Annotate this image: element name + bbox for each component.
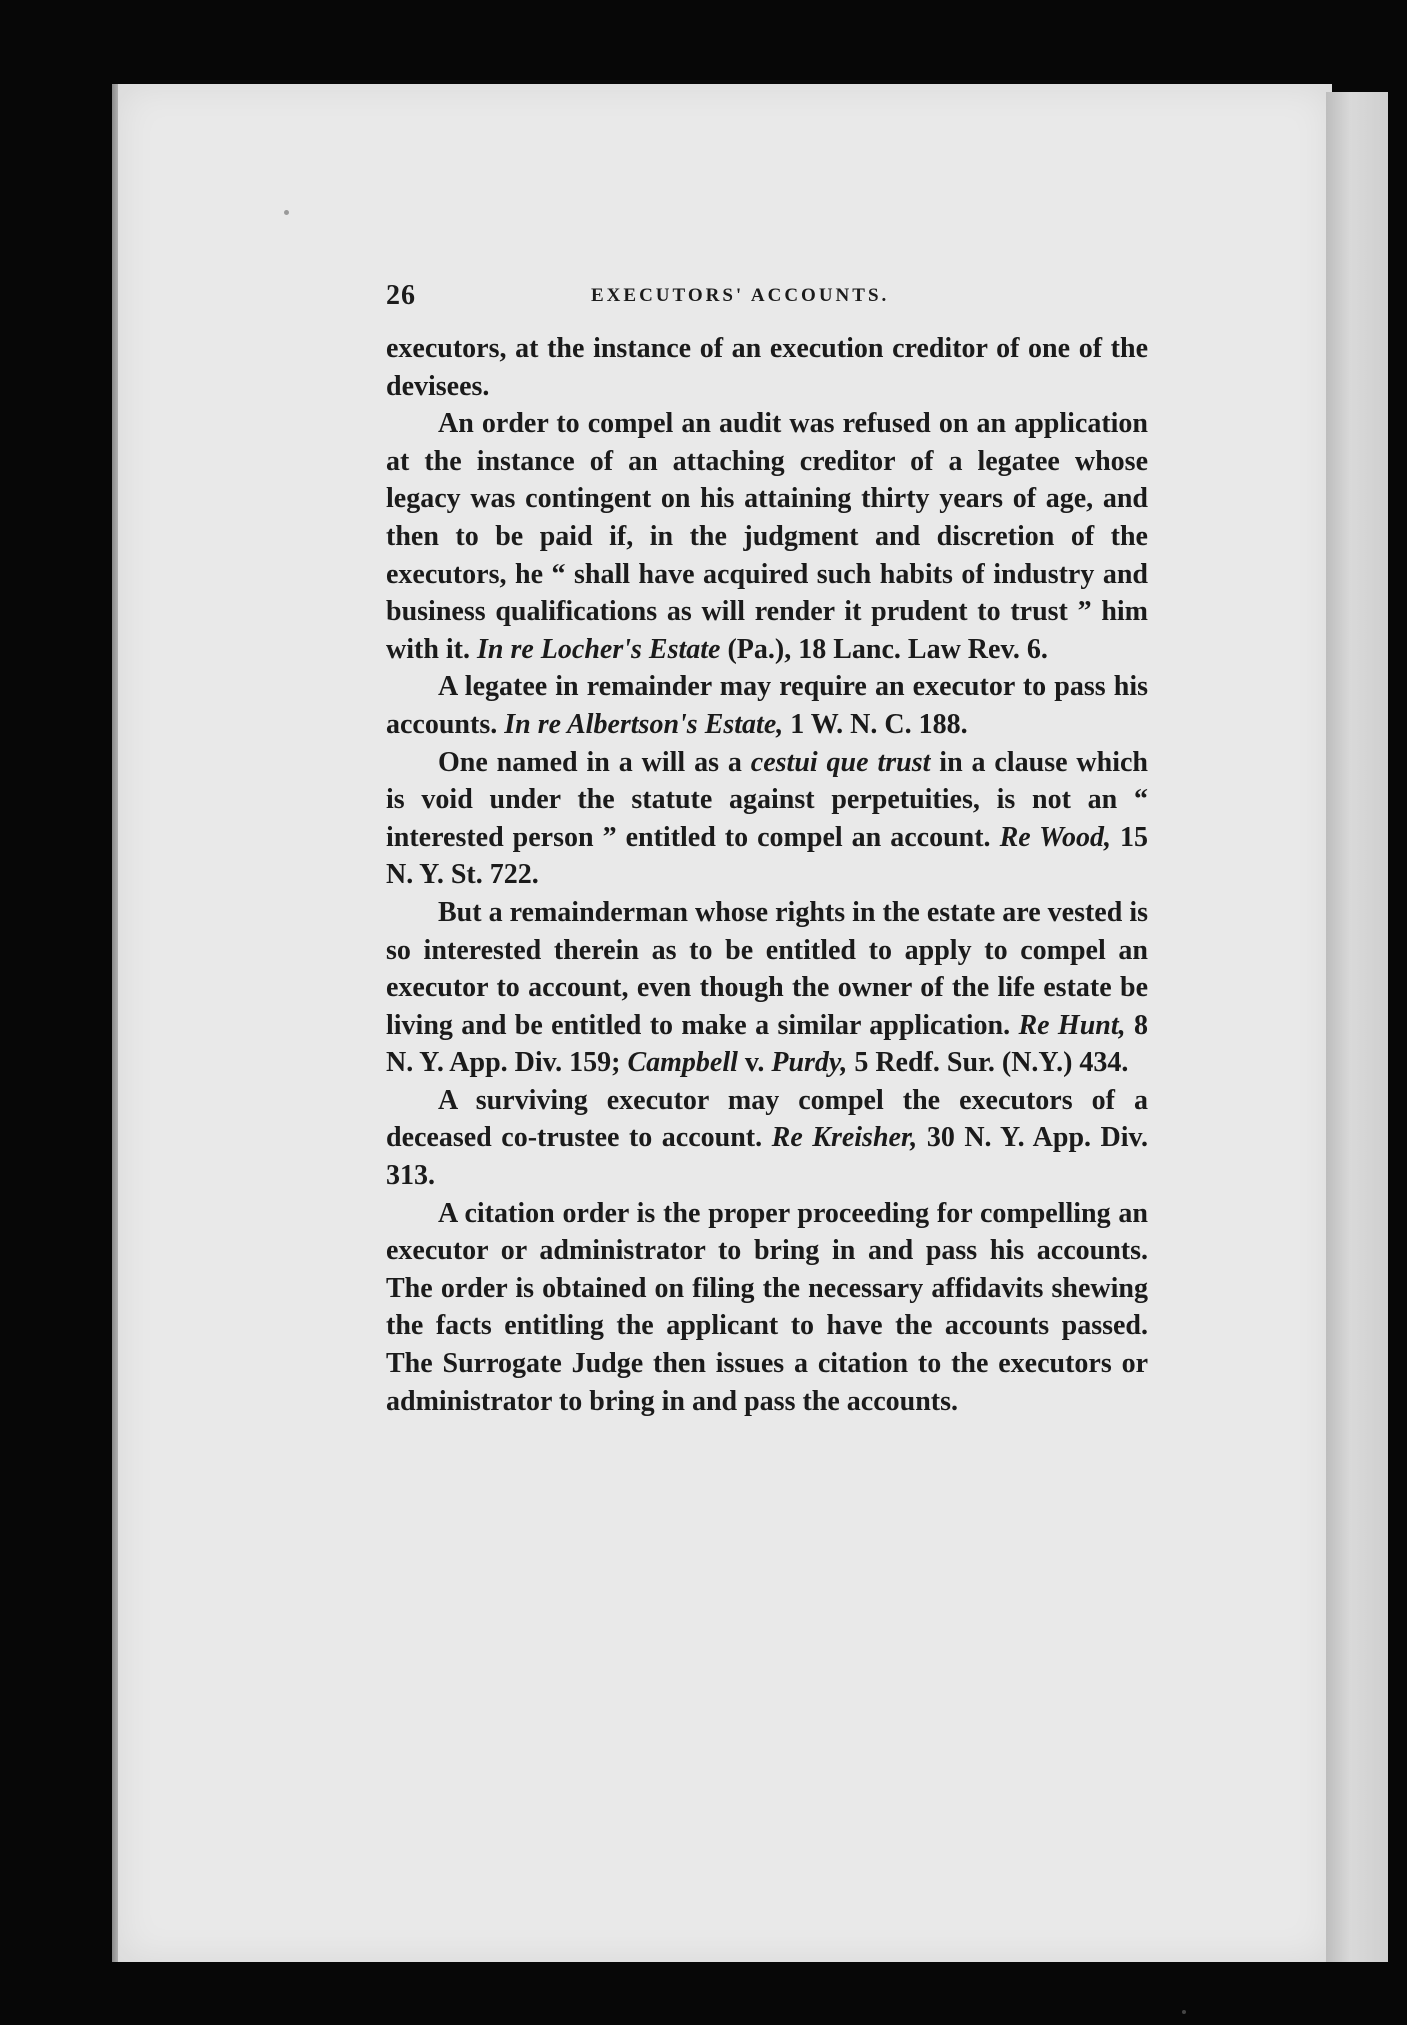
text-segment: A citation order is the proper proceeding for compelling an executor or administrator to bring in and pass his accounts. The order is obtained on filing the necessary affidavits shewing the facts entitling the applicant to have the accounts passed. The Surrogate Judge then issues a citation to the executors or administrator to bring in and pass the accounts. <box>386 1197 1148 1417</box>
case-citation: In re Locher's Estate <box>477 633 721 665</box>
text-segment: executors, at the instance of an execution creditor of one of the devisees. <box>386 333 1148 402</box>
paragraph <box>386 1195 1148 1421</box>
paragraph <box>386 405 1148 668</box>
paragraph <box>386 668 1148 743</box>
case-citation: In re Albertson's Estate, <box>504 708 784 740</box>
text-segment: An order to compel an audit was refused on an application at the instance of an attaching creditor of a legatee whose legacy was contingent on his attaining thirty years of age, and then to be paid if, in the judgment and discretion of the executors, he “ shall have acquired such habits of industry and business qualifications as will render it prudent to trust ” him with it. <box>386 408 1148 665</box>
body-text <box>386 330 1148 1420</box>
page-number: 26 <box>386 280 416 311</box>
text-segment: One named in a will as a <box>438 746 751 778</box>
text-segment: 15 N. Y. St. 722. <box>386 821 1149 891</box>
paragraph <box>386 330 1148 405</box>
dust-speck <box>284 210 289 215</box>
case-citation: cestui que trust <box>750 746 931 778</box>
text-segment: v. <box>737 1047 772 1079</box>
running-head: EXECUTORS' ACCOUNTS. <box>591 285 890 306</box>
case-citation: Campbell <box>627 1047 738 1079</box>
paragraph <box>386 1082 1148 1195</box>
case-citation: Re Hunt, <box>1018 1009 1126 1041</box>
text-segment: 30 N. Y. App. Div. 313. <box>386 1122 1148 1192</box>
case-citation: Re Wood, <box>999 821 1111 853</box>
text-segment: 1 W. N. C. 188. <box>783 708 968 740</box>
text-segment: But a remainderman whose rights in the estate are vested is so interested therein as to be entitled to apply to compel an executor to account, even though the owner of the life estate be living and be entitled to make a similar application. <box>386 896 1148 1041</box>
paragraph <box>386 894 1148 1082</box>
paragraph <box>386 744 1148 894</box>
dust-speck <box>1182 2010 1186 2014</box>
text-segment: in a clause which is void under the statute against perpetuities, is not an “ interested person ” entitled to compel an account. <box>386 746 1149 853</box>
case-citation: Purdy, <box>771 1047 848 1079</box>
text-segment: 5 Redf. Sur. (N.Y.) 434. <box>847 1047 1129 1079</box>
text-segment: 8 N. Y. App. Div. 159; <box>386 1009 1149 1079</box>
page-right-edge <box>1326 92 1388 1962</box>
text-segment: A legatee in remainder may require an executor to pass his accounts. <box>386 671 1148 740</box>
text-segment: A surviving executor may compel the executors of a deceased co-trustee to account. <box>386 1084 1148 1154</box>
text-segment: (Pa.), 18 Lanc. Law Rev. 6. <box>720 633 1048 665</box>
case-citation: Re Kreisher, <box>771 1122 918 1154</box>
page-header <box>386 280 1146 320</box>
